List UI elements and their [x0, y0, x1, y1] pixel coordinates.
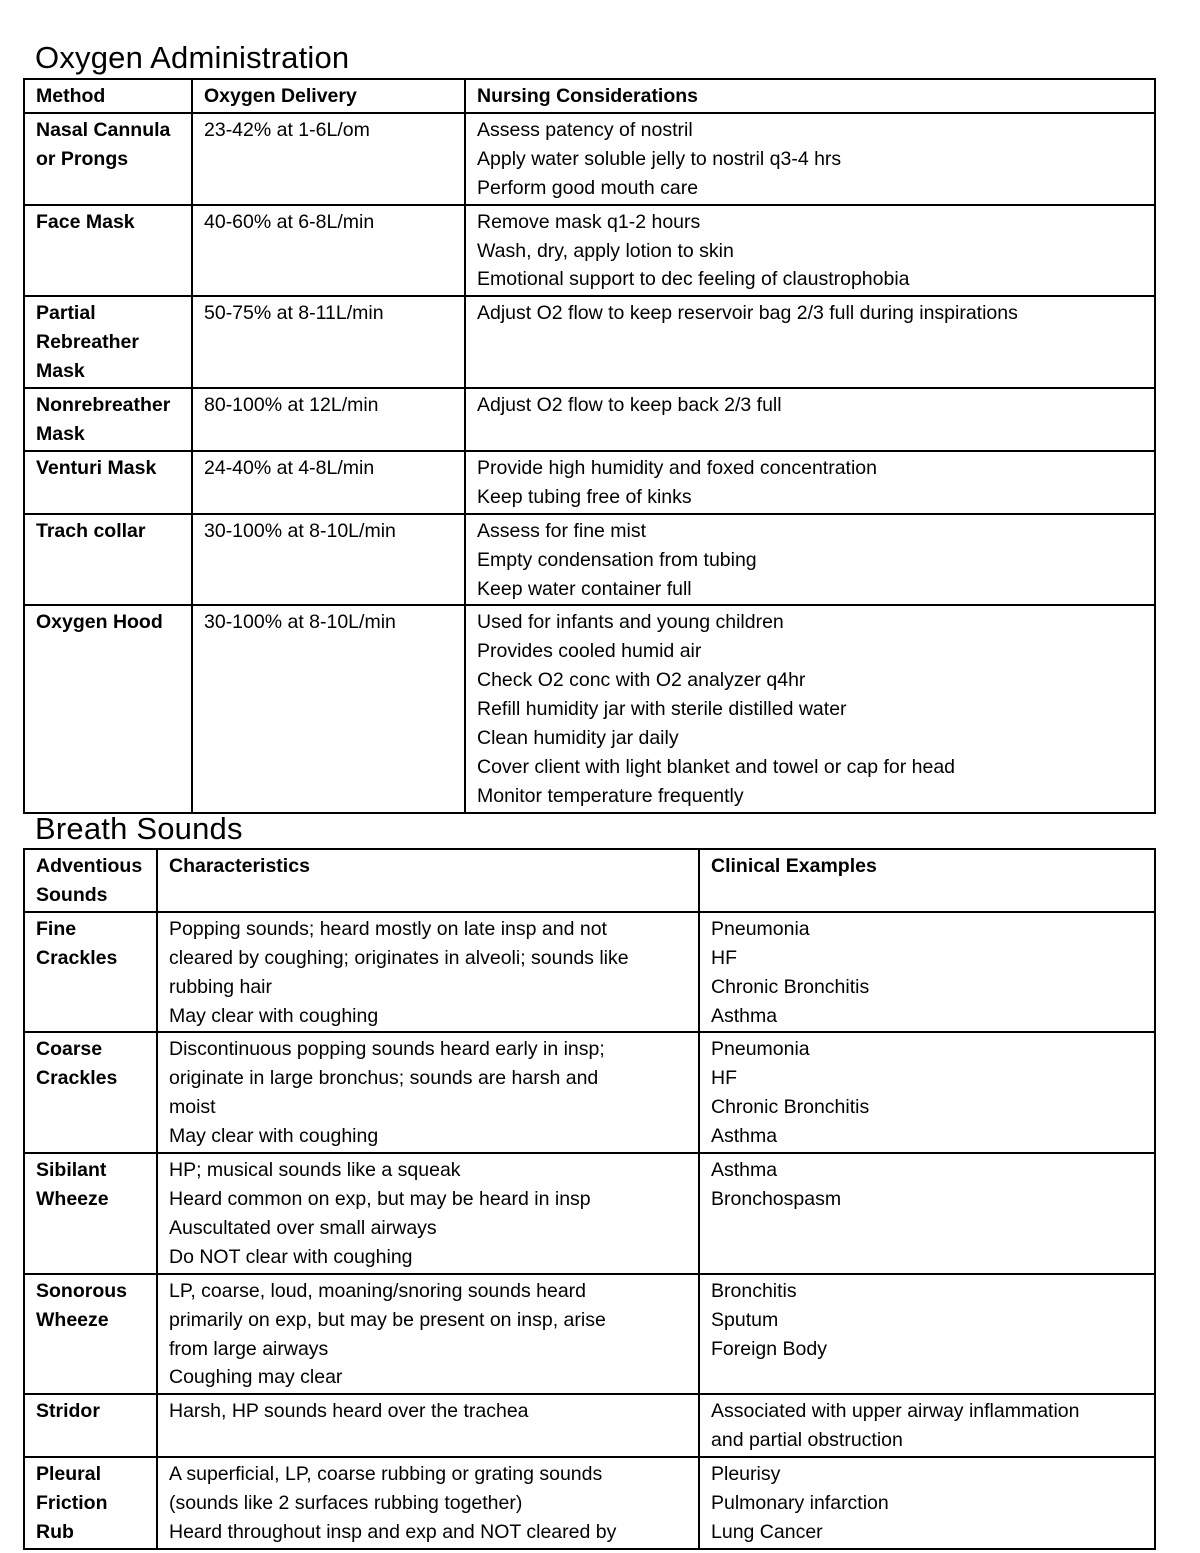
- characteristics-cell-line: LP, coarse, loud, moaning/snoring sounds heard: [169, 1279, 587, 1302]
- clinical-examples-cell-line: Associated with upper airway inflammation: [711, 1400, 1080, 1423]
- clinical-examples-cell-line: Asthma: [711, 1004, 778, 1027]
- nursing-considerations-cell-line: Remove mask q1-2 hours: [477, 210, 701, 233]
- nursing-considerations-cell-line: Empty condensation from tubing: [477, 548, 757, 571]
- characteristics-cell-line: primarily on exp, but may be present on insp, arise: [169, 1308, 606, 1331]
- oxygen-delivery-cell: 40-60% at 6-8L/min: [192, 205, 465, 297]
- characteristics-cell-line: from large airways: [169, 1337, 329, 1360]
- sound-name-cell-line: Wheeze: [36, 1187, 109, 1210]
- sound-name-cell-line: Fine: [36, 917, 77, 940]
- characteristics-cell-line: cleared by coughing; originates in alveoli; sounds like: [169, 946, 629, 969]
- method-cell-line: Trach collar: [36, 519, 146, 542]
- characteristics-cell-line: Do NOT clear with coughing: [169, 1245, 413, 1268]
- characteristics-cell: [157, 1274, 699, 1395]
- nursing-considerations-cell: [465, 451, 1155, 514]
- nursing-considerations-cell-line: Check O2 conc with O2 analyzer q4hr: [477, 669, 806, 692]
- method-cell-line: Mask: [36, 422, 85, 445]
- clinical-examples-cell-line: Pleurisy: [711, 1463, 781, 1486]
- characteristics-cell-line: A superficial, LP, coarse rubbing or grating sounds: [169, 1463, 603, 1486]
- column-header-adventious-sounds: [24, 849, 157, 912]
- characteristics-cell-line: moist: [169, 1096, 216, 1119]
- oxygen-delivery-cell: 50-75% at 8-11L/min: [192, 296, 465, 388]
- sound-name-cell-line: Crackles: [36, 1067, 118, 1090]
- oxygen-delivery-cell: 30-100% at 8-10L/min: [192, 514, 465, 606]
- method-cell: [24, 605, 192, 812]
- breath-sounds-title: Breath Sounds: [35, 811, 243, 846]
- sound-name-cell-line: Coarse: [36, 1038, 103, 1061]
- nursing-considerations-cell: [465, 205, 1155, 297]
- method-cell: [24, 514, 192, 606]
- characteristics-cell-line: Popping sounds; heard mostly on late insp and not: [169, 917, 607, 940]
- sound-name-cell: [24, 912, 157, 1033]
- characteristics-cell: [157, 1032, 699, 1153]
- table-row: [24, 451, 1155, 514]
- method-cell-line: Oxygen Hood: [36, 611, 163, 634]
- clinical-examples-cell-line: Bronchitis: [711, 1279, 797, 1302]
- nursing-considerations-cell-line: Keep tubing free of kinks: [477, 485, 692, 508]
- oxygen-delivery-cell: 80-100% at 12L/min: [192, 388, 465, 451]
- characteristics-cell-line: Auscultated over small airways: [169, 1216, 437, 1239]
- sound-name-cell-line: Sibilant: [36, 1159, 107, 1182]
- oxygen-table-body: [24, 113, 1155, 813]
- method-cell: [24, 296, 192, 388]
- nursing-considerations-cell: [465, 113, 1155, 205]
- table-row: [24, 1457, 1155, 1549]
- method-cell: [24, 388, 192, 451]
- table-row: [24, 912, 1155, 1033]
- sound-name-cell: [24, 1032, 157, 1153]
- clinical-examples-cell-line: Bronchospasm: [711, 1187, 842, 1210]
- sound-name-cell-line: Pleural: [36, 1463, 102, 1486]
- nursing-considerations-cell-line: Provide high humidity and foxed concentration: [477, 456, 877, 479]
- nursing-considerations-cell-line: Adjust O2 flow to keep reservoir bag 2/3 full during inspirations: [477, 302, 1018, 325]
- nursing-considerations-cell: [465, 388, 1155, 451]
- clinical-examples-cell-line: Asthma: [711, 1159, 778, 1182]
- nursing-considerations-cell-line: Used for infants and young children: [477, 611, 784, 634]
- column-header-nursing-considerations: Nursing Considerations: [465, 79, 1155, 113]
- nursing-considerations-cell: [465, 296, 1155, 388]
- method-cell-line: Partial: [36, 302, 96, 325]
- sound-name-cell: [24, 1394, 157, 1457]
- characteristics-cell-line: HP; musical sounds like a squeak: [169, 1159, 461, 1182]
- nursing-considerations-cell: [465, 605, 1155, 812]
- sound-name-cell-line: Crackles: [36, 946, 118, 969]
- clinical-examples-cell-line: Chronic Bronchitis: [711, 1096, 870, 1119]
- nursing-considerations-cell-line: Monitor temperature frequently: [477, 784, 744, 807]
- sound-name-cell-line: Rub: [36, 1520, 74, 1543]
- characteristics-cell-line: rubbing hair: [169, 975, 272, 998]
- characteristics-cell: [157, 1153, 699, 1274]
- sound-name-cell-line: Sonorous: [36, 1279, 127, 1302]
- clinical-examples-cell-line: Pneumonia: [711, 1038, 810, 1061]
- characteristics-cell: [157, 912, 699, 1033]
- nursing-considerations-cell-line: Emotional support to dec feeling of claustrophobia: [477, 268, 910, 291]
- sound-name-cell: [24, 1457, 157, 1549]
- column-header-method: Method: [24, 79, 192, 113]
- characteristics-cell: [157, 1394, 699, 1457]
- table-row: [24, 1032, 1155, 1153]
- method-cell: [24, 205, 192, 297]
- clinical-examples-cell-line: and partial obstruction: [711, 1429, 903, 1452]
- characteristics-cell-line: Harsh, HP sounds heard over the trachea: [169, 1400, 529, 1423]
- nursing-considerations-cell-line: Assess for fine mist: [477, 519, 647, 542]
- table-row: [24, 514, 1155, 606]
- clinical-examples-cell-line: Pulmonary infarction: [711, 1492, 889, 1515]
- oxygen-delivery-cell: 23-42% at 1-6L/om: [192, 113, 465, 205]
- breath-table-body: [24, 912, 1155, 1549]
- nursing-considerations-cell-line: Provides cooled humid air: [477, 640, 702, 663]
- column-header-clinical-examples: Clinical Examples: [699, 849, 1155, 912]
- clinical-examples-cell: [699, 1394, 1155, 1457]
- method-cell-line: Face Mask: [36, 210, 135, 233]
- clinical-examples-cell-line: Lung Cancer: [711, 1520, 823, 1543]
- sound-name-cell-line: Stridor: [36, 1400, 100, 1423]
- table-row: [24, 1274, 1155, 1395]
- nursing-considerations-cell-line: Cover client with light blanket and towel or cap for head: [477, 755, 956, 778]
- table-row: [24, 388, 1155, 451]
- clinical-examples-cell: [699, 1457, 1155, 1549]
- characteristics-cell-line: Heard common on exp, but may be heard in insp: [169, 1187, 591, 1210]
- oxygen-delivery-cell: 30-100% at 8-10L/min: [192, 605, 465, 812]
- oxygen-administration-title: Oxygen Administration: [35, 40, 350, 75]
- sound-name-cell-line: Wheeze: [36, 1308, 109, 1331]
- characteristics-cell-line: originate in large bronchus; sounds are harsh and: [169, 1067, 599, 1090]
- clinical-examples-cell-line: Foreign Body: [711, 1337, 827, 1360]
- characteristics-cell: [157, 1457, 699, 1549]
- nursing-considerations-cell-line: Assess patency of nostril: [477, 118, 693, 141]
- method-cell-line: Nonrebreather: [36, 394, 171, 417]
- oxygen-delivery-cell: 24-40% at 4-8L/min: [192, 451, 465, 514]
- characteristics-cell-line: Discontinuous popping sounds heard early in insp;: [169, 1038, 605, 1061]
- table-row: [24, 296, 1155, 388]
- oxygen-administration-table: [23, 78, 1156, 814]
- characteristics-cell-line: Heard throughout insp and exp and NOT cleared by: [169, 1520, 617, 1543]
- method-cell: [24, 451, 192, 514]
- breath-sounds-table: [23, 848, 1156, 1550]
- nursing-considerations-cell-line: Clean humidity jar daily: [477, 727, 679, 750]
- column-header-oxygen-delivery: Oxygen Delivery: [192, 79, 465, 113]
- nursing-considerations-cell-line: Keep water container full: [477, 577, 692, 600]
- characteristics-cell-line: May clear with coughing: [169, 1125, 379, 1148]
- table-row: [24, 605, 1155, 812]
- table-row: [24, 1394, 1155, 1457]
- nursing-considerations-cell-line: Adjust O2 flow to keep back 2/3 full: [477, 394, 782, 417]
- sound-name-cell-line: Friction: [36, 1492, 108, 1515]
- method-cell-line: Mask: [36, 360, 85, 383]
- clinical-examples-cell-line: Pneumonia: [711, 917, 810, 940]
- clinical-examples-cell-line: HF: [711, 946, 737, 969]
- method-cell-line: Venturi Mask: [36, 456, 157, 479]
- nursing-considerations-cell-line: Apply water soluble jelly to nostril q3-4 hrs: [477, 147, 842, 170]
- column-header-characteristics: Characteristics: [157, 849, 699, 912]
- clinical-examples-cell-line: Chronic Bronchitis: [711, 975, 870, 998]
- clinical-examples-cell-line: Asthma: [711, 1125, 778, 1148]
- method-cell-line: or Prongs: [36, 147, 129, 170]
- method-cell-line: Rebreather: [36, 331, 139, 354]
- sound-name-cell: [24, 1274, 157, 1395]
- clinical-examples-cell-line: Sputum: [711, 1308, 779, 1331]
- sound-name-cell: [24, 1153, 157, 1274]
- nursing-considerations-cell: [465, 514, 1155, 606]
- table-row: [24, 113, 1155, 205]
- method-cell: [24, 113, 192, 205]
- clinical-examples-cell: [699, 1032, 1155, 1153]
- characteristics-cell-line: May clear with coughing: [169, 1004, 379, 1027]
- clinical-examples-cell-line: HF: [711, 1067, 737, 1090]
- characteristics-cell-line: (sounds like 2 surfaces rubbing together): [169, 1492, 523, 1515]
- nursing-considerations-cell-line: Perform good mouth care: [477, 176, 699, 199]
- table-row: [24, 205, 1155, 297]
- table-header-row: [24, 849, 1155, 912]
- nursing-considerations-cell-line: Refill humidity jar with sterile distilled water: [477, 698, 847, 721]
- clinical-examples-cell: [699, 912, 1155, 1033]
- clinical-examples-cell: [699, 1153, 1155, 1274]
- header-line: Adventious Sounds: [36, 855, 143, 906]
- clinical-examples-cell: [699, 1274, 1155, 1395]
- table-row: [24, 1153, 1155, 1274]
- method-cell-line: Nasal Cannula: [36, 118, 171, 141]
- characteristics-cell-line: Coughing may clear: [169, 1366, 343, 1389]
- table-header-row: [24, 79, 1155, 113]
- nursing-considerations-cell-line: Wash, dry, apply lotion to skin: [477, 239, 734, 262]
